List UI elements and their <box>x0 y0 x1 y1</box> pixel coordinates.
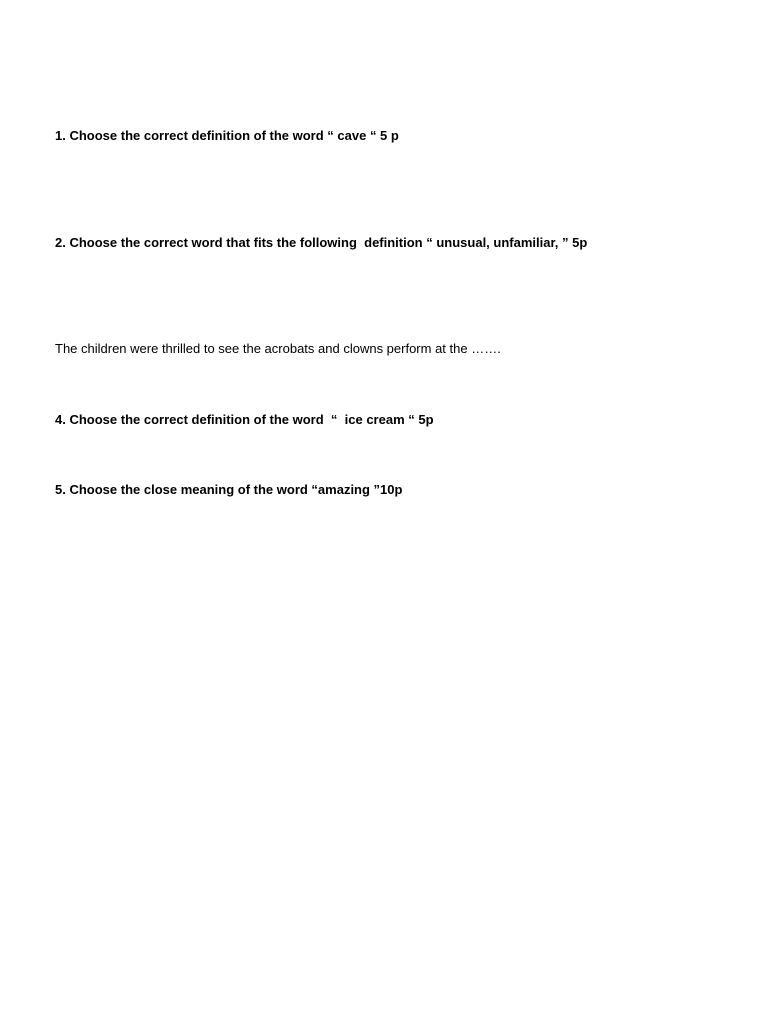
question-4: 4. Choose the correct definition of the word “ ice cream “ 5p <box>55 412 434 427</box>
question-3-sentence: The children were thrilled to see the acrobats and clowns perform at the ……. <box>55 341 501 356</box>
question-2: 2. Choose the correct word that fits the following definition “ unusual, unfamiliar, ” 5p <box>55 235 588 250</box>
question-5: 5. Choose the close meaning of the word “amazing ”10p <box>55 482 403 497</box>
question-1: 1. Choose the correct definition of the word “ cave “ 5 p <box>55 128 399 143</box>
